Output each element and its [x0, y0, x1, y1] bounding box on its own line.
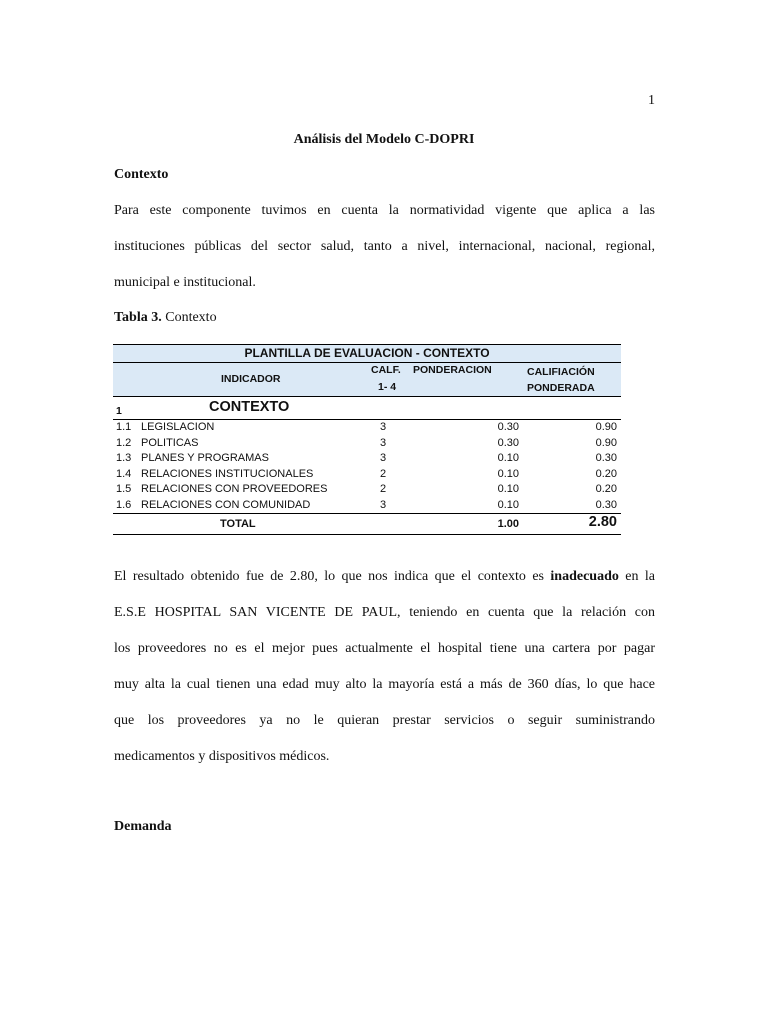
row-calf: 3 — [379, 436, 387, 449]
table-column-headers — [113, 363, 621, 396]
paragraph-line: medicamentos y dispositivos médicos. — [114, 749, 330, 764]
column-header-calf: CALF. — [371, 364, 401, 376]
total-label: TOTAL — [220, 518, 256, 530]
table-section-row — [113, 397, 621, 420]
row-calificacion-ponderada: 0.30 — [595, 498, 617, 511]
section-heading-demanda: Demanda — [114, 819, 172, 834]
table-caption-label: Tabla 3. — [114, 310, 162, 325]
table-row — [113, 467, 621, 483]
row-calificacion-ponderada: 0.20 — [595, 483, 617, 495]
row-calificacion-ponderada: 0.90 — [595, 421, 617, 433]
row-indicator: RELACIONES INSTITUCIONALES — [141, 467, 314, 480]
row-ponderacion: 0.10 — [497, 498, 519, 511]
row-number: 1.2 — [116, 436, 132, 449]
row-calf: 3 — [379, 421, 387, 433]
paragraph-line: los proveedores no es el mejor pues actualmente el hospital tiene una cartera por pagar — [114, 641, 655, 656]
row-ponderacion: 0.30 — [497, 436, 519, 449]
column-header-indicador: INDICADOR — [221, 373, 281, 385]
paragraph-line: instituciones públicas del sector salud, tanto a nivel, internacional, nacional, regional, — [114, 239, 655, 254]
paragraph-line: Para este componente tuvimos en cuenta la normatividad vigente que aplica a las — [114, 203, 655, 218]
section-heading-contexto: Contexto — [114, 167, 169, 182]
paragraph-line: E.S.E HOSPITAL SAN VICENTE DE PAUL, teniendo en cuenta que la relación con — [114, 605, 655, 620]
paragraph-line: que los proveedores ya no le quieran prestar servicios o seguir suministrando — [114, 713, 655, 728]
row-number: 1.3 — [116, 452, 132, 464]
row-number: 1.5 — [116, 483, 132, 495]
text-segment: El resultado obtenido fue de 2.80, lo que nos indica que el contexto es — [114, 569, 551, 584]
text-segment: en la — [618, 569, 655, 584]
row-indicator: RELACIONES CON PROVEEDORES — [141, 483, 328, 495]
row-calificacion-ponderada: 0.90 — [595, 436, 617, 449]
row-ponderacion: 0.30 — [497, 421, 519, 433]
paragraph-line: muy alta la cual tienen una edad muy alto la mayoría está a más de 360 días, lo que hace — [114, 677, 655, 692]
row-indicator: PLANES Y PROGRAMAS — [141, 452, 269, 464]
column-header-ponderada: PONDERADA — [527, 382, 595, 394]
document-title: Análisis del Modelo C-DOPRI — [293, 132, 475, 147]
row-ponderacion: 0.10 — [497, 467, 519, 480]
column-header-calificacion: CALIFIACIÓN — [527, 366, 595, 378]
row-calf: 3 — [379, 498, 387, 511]
row-number: 1.4 — [116, 467, 132, 480]
row-calf: 2 — [379, 467, 387, 480]
column-header-calf-range: 1- 4 — [378, 381, 397, 393]
total-ponderacion: 1.00 — [497, 518, 519, 530]
row-number: 1.1 — [116, 421, 132, 433]
table-caption — [114, 310, 217, 326]
table-caption-text: Contexto — [161, 310, 217, 325]
table-total-row — [113, 513, 621, 535]
row-indicator: RELACIONES CON COMUNIDAD — [141, 498, 311, 511]
row-indicator: POLITICAS — [141, 436, 199, 449]
emphasis-inadecuado: inadecuado — [550, 569, 619, 584]
row-number: 1.6 — [116, 498, 132, 511]
table-header — [113, 345, 621, 397]
row-ponderacion: 0.10 — [497, 483, 519, 495]
table-row — [113, 482, 621, 498]
paragraph-contexto — [114, 193, 655, 301]
section-number: 1 — [116, 405, 122, 417]
paragraph-resultado — [114, 559, 655, 775]
row-calificacion-ponderada: 0.30 — [595, 452, 617, 464]
row-calf: 3 — [379, 452, 387, 464]
table-row — [113, 451, 621, 467]
table-row — [113, 436, 621, 452]
table-row — [113, 498, 621, 514]
row-indicator: LEGISLACION — [141, 421, 215, 433]
paragraph-line — [114, 559, 655, 595]
evaluation-table — [113, 344, 621, 535]
row-ponderacion: 0.10 — [497, 452, 519, 464]
table-title: PLANTILLA DE EVALUACION - CONTEXTO — [113, 345, 621, 363]
total-calificacion-ponderada: 2.80 — [588, 514, 617, 530]
row-calf: 2 — [379, 483, 387, 495]
paragraph-line: municipal e institucional. — [114, 275, 256, 290]
row-calificacion-ponderada: 0.20 — [595, 467, 617, 480]
column-header-ponderacion: PONDERACION — [413, 364, 492, 376]
table-row — [113, 420, 621, 436]
page-number: 1 — [648, 93, 655, 108]
section-name: CONTEXTO — [209, 399, 290, 415]
